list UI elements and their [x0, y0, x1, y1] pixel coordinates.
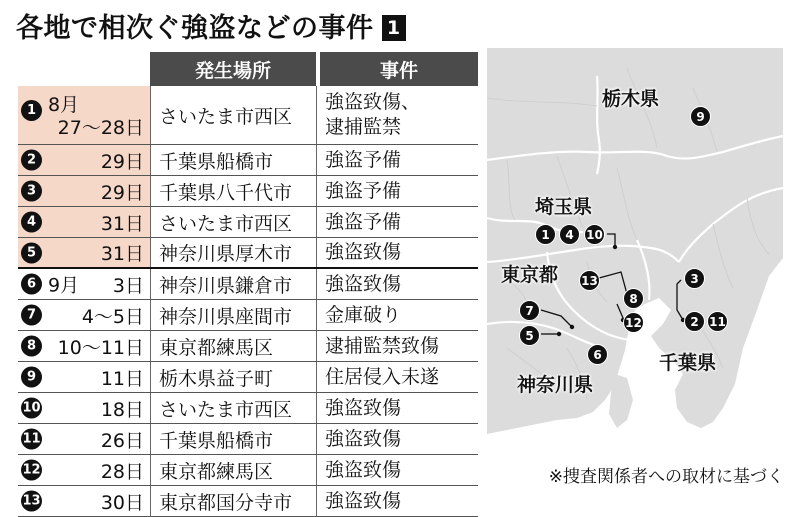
event-cell [316, 269, 478, 299]
incident-number: 4 [21, 212, 42, 233]
date-cell [18, 393, 150, 423]
table-row [18, 486, 478, 517]
date-month: 8月 [48, 94, 80, 116]
incident-number: 12 [21, 460, 42, 481]
date-cell [18, 207, 150, 237]
date-day: 31日 [100, 212, 144, 235]
map-marker-9: 9 [690, 106, 711, 127]
event-cell [316, 86, 478, 144]
date-cell [18, 331, 150, 361]
header-event: 事件 [320, 52, 478, 86]
event-cell [316, 455, 478, 485]
place-cell: 千葉県船橋市 [150, 145, 316, 175]
date-day: 30日 [100, 491, 144, 514]
page-title: 各地で相次ぐ強盗などの事件 [16, 12, 374, 44]
date-cell [18, 86, 150, 144]
place-cell: 神奈川県厚木市 [150, 238, 316, 267]
label-kanagawa: 神奈川県 [517, 374, 594, 396]
date-day: 11日 [100, 367, 144, 390]
incident-number: 1 [21, 100, 42, 121]
event-cell [316, 145, 478, 175]
incident-number: 3 [21, 181, 42, 202]
event-line: 強盗致傷 [325, 489, 402, 512]
date-day: 10〜11日 [57, 336, 144, 359]
label-saitama: 埼玉県 [535, 196, 593, 218]
map-marker-3: 3 [684, 268, 705, 289]
event-cell [316, 331, 478, 361]
place-cell: 栃木県益子町 [150, 362, 316, 392]
incident-number: 5 [21, 242, 42, 263]
event-line: 強盗予備 [325, 148, 402, 171]
date-cell [18, 362, 150, 392]
map-marker-8: 8 [623, 288, 644, 309]
event-cell [316, 176, 478, 206]
place-cell: 千葉県船橋市 [150, 424, 316, 454]
table-row [18, 393, 478, 424]
place-cell: 東京都国分寺市 [150, 486, 316, 516]
table-row [18, 238, 478, 269]
incident-number: 13 [21, 491, 42, 512]
map-marker-1: 1 [535, 224, 556, 245]
incident-number: 9 [21, 367, 42, 388]
place-cell: 神奈川県鎌倉市 [150, 269, 316, 299]
map-marker-2: 2 [684, 311, 705, 332]
date-cell [18, 455, 150, 485]
event-line: 逮捕監禁致傷 [325, 334, 440, 357]
source-note: ※捜査関係者への取材に基づく [548, 467, 784, 487]
label-tochigi: 栃木県 [602, 88, 660, 110]
date-cell [18, 486, 150, 516]
incident-number: 6 [21, 274, 42, 295]
event-line: 強盗致傷、 [325, 91, 421, 113]
incident-number: 11 [21, 429, 42, 450]
event-line: 強盗予備 [325, 210, 402, 233]
date-day: 27〜28日 [57, 117, 144, 139]
header-place: 発生場所 [150, 52, 316, 86]
incident-number: 10 [21, 398, 42, 419]
table-row [18, 86, 478, 145]
date-cell [18, 269, 150, 299]
kanto-map [487, 48, 783, 458]
event-cell [316, 393, 478, 423]
date-cell [18, 238, 150, 267]
place-cell: 東京都練馬区 [150, 331, 316, 361]
map-marker-4: 4 [559, 224, 580, 245]
event-cell [316, 362, 478, 392]
place-cell: 千葉県八千代市 [150, 176, 316, 206]
date-day: 29日 [100, 181, 144, 204]
event-line: 強盗致傷 [325, 272, 402, 295]
date-day: 18日 [100, 398, 144, 421]
table-row [18, 300, 478, 331]
map-marker-10: 10 [584, 224, 605, 245]
event-line: 強盗致傷 [325, 396, 402, 419]
label-tokyo: 東京都 [501, 264, 559, 286]
date-month: 9月 [48, 274, 80, 297]
incident-number: 7 [21, 305, 42, 326]
event-cell [316, 300, 478, 330]
label-chiba: 千葉県 [659, 352, 717, 374]
date-day: 28日 [100, 460, 144, 483]
map-marker-6: 6 [587, 344, 608, 365]
table-row [18, 269, 478, 300]
table-header [18, 52, 478, 86]
map-marker-7: 7 [519, 300, 540, 321]
table-row [18, 207, 478, 238]
map-marker-13: 13 [579, 270, 600, 291]
date-day: 29日 [100, 150, 144, 173]
event-line: 強盗致傷 [325, 458, 402, 481]
date-cell [18, 176, 150, 206]
table-row [18, 362, 478, 393]
place-cell: さいたま市西区 [150, 393, 316, 423]
date-cell [18, 145, 150, 175]
date-cell [18, 300, 150, 330]
table-row [18, 424, 478, 455]
table-row [18, 455, 478, 486]
event-line: 住居侵入未遂 [325, 365, 440, 388]
event-line: 逮捕監禁 [325, 116, 402, 138]
table-row [18, 145, 478, 176]
table-row [18, 176, 478, 207]
event-cell [316, 486, 478, 516]
place-cell: さいたま市西区 [150, 207, 316, 237]
event-line: 強盗予備 [325, 179, 402, 202]
incident-table [18, 52, 478, 517]
place-cell: さいたま市西区 [150, 86, 316, 144]
place-cell: 東京都練馬区 [150, 455, 316, 485]
place-cell: 神奈川県座間市 [150, 300, 316, 330]
title-block [16, 10, 406, 46]
map-marker-12: 12 [623, 312, 644, 333]
incident-number: 2 [21, 150, 42, 171]
event-cell [316, 424, 478, 454]
table-row [18, 331, 478, 362]
title-number-badge: 1 [382, 15, 406, 41]
event-line: 金庫破り [325, 303, 402, 326]
date-day: 31日 [100, 243, 144, 265]
event-line: 強盗致傷 [325, 241, 402, 263]
incident-number: 8 [21, 336, 42, 357]
event-line: 強盗致傷 [325, 427, 402, 450]
date-day: 4〜5日 [81, 305, 144, 328]
date-day: 3日 [112, 274, 144, 297]
event-cell [316, 238, 478, 267]
date-cell [18, 424, 150, 454]
event-cell [316, 207, 478, 237]
date-day: 26日 [100, 429, 144, 452]
map-marker-5: 5 [519, 325, 540, 346]
map-marker-11: 11 [707, 311, 728, 332]
